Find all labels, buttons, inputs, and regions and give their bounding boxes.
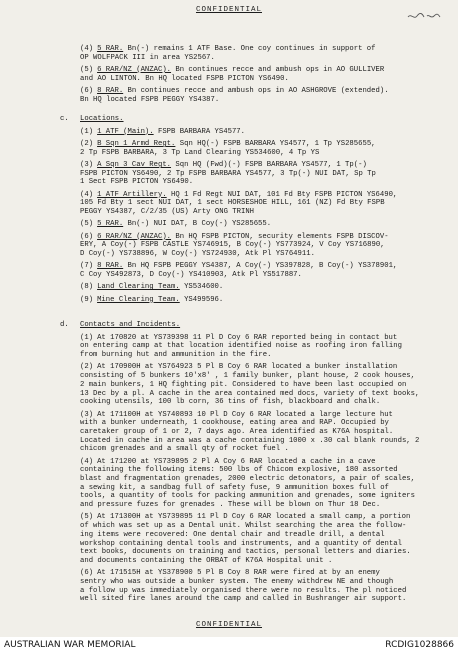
top-paragraphs bbox=[0, 45, 458, 108]
location-item: (7) 8 RAR. Bn HQ FSPB PEGGY YS4387, A Coy(-) YS397828, B Coy(-) YS378901, C Coy YS492873, D Coy(-) YS410903, Atk Pl YS517887. bbox=[80, 262, 398, 280]
contact-item: (1) At 170820 at YS739398 11 Pl D Coy 6 RAR reported being in contact but on entering camp at that location identified noise as roofing iron falling from burning hut and ammunition in the fire. bbox=[80, 333, 402, 360]
location-item: (6) 6 RAR/NZ (ANZAC). Bn HQ FSPB PICTON, security elements FSPB DISCOV- ERY, A Coy(-) FSPB CASTLE YS746915, B Coy(-) YS773924, V Coy YS716890, D Coy(-) YS738896, W Coy(-) YS724930, Atk Pl YS764911. bbox=[80, 232, 389, 259]
classification-header: CONFIDENTIAL bbox=[195, 6, 262, 14]
contact-item: (2) At 170900H at YS764923 5 Pl B Coy 6 RAR located a bunker installation consisting of 5 bunkers 10'x8' , 1 family bunker, plant house, 2 cook houses, 2 main bunkers, 1 HQ fighting pit. Considered to have been last occupied on 13 Dec by a pl. A cache in the area contained med docs, variety of text books, cooking utensils, 100 lb corn, 36 tins of fish, blackboard and chalk. bbox=[80, 363, 420, 407]
location-item: (2) B Sqn 1 Armd Regt. Sqn HQ(-) FSPB BARBARA YS4577, 1 Tp YS285655, 2 Tp FSPB BARBARA, 3 Tp Land Clearing YS534600, 4 Tp YS bbox=[80, 140, 376, 157]
archive-reference: RCDIG1028866 bbox=[385, 640, 454, 650]
location-item: (8) Land Clearing Team. YS534600. bbox=[80, 283, 224, 292]
archive-name: AUSTRALIAN WAR MEMORIAL bbox=[4, 640, 136, 650]
contact-item: (6) At 171515H at YS378900 5 Pl B Coy 8 RAR were fired at by an enemy sentry who was outside a bunker system. The enemy withdrew NE and though a follow up was immediately organised there were no results. The pl noticed well sited fire lanes around the camp and called in Bushranger air support. bbox=[80, 569, 407, 604]
classification-footer: CONFIDENTIAL bbox=[195, 621, 262, 629]
location-item: (1) 1 ATF (Main). FSPB BARBARA YS4577. bbox=[80, 127, 245, 136]
para-top-6: (6) 8 RAR. Bn continues recce and ambush ops in AO ASHGROVE (extended). Bn HQ located FSPB PEGGY YS4387. bbox=[80, 87, 389, 104]
section-contacts bbox=[0, 318, 458, 608]
archive-bar bbox=[0, 637, 458, 654]
para-top-5: (5) 6 RAR/NZ (ANZAC). Bn continues recce and ambush ops in AO GULLIVER and AO LINTON. Bn HQ located FSPB PICTON YS6490. bbox=[80, 66, 385, 83]
section-heading: c. Locations. bbox=[60, 115, 124, 123]
handwritten-mark bbox=[407, 11, 441, 21]
location-item: (3) A Sqn 3 Cav Regt. Sqn HQ (Fwd)(-) FSPB BARBARA YS4577, 1 Tp(-) FSPB PICTON YS6490, 2 Tp FSPB BARBARA YS4577, 3 Tp(-) NUI DAT, Sp Tp 1 Sect FSPB PICTON YS6490. bbox=[80, 161, 376, 187]
section-locations bbox=[0, 112, 458, 308]
location-item: (9) Mine Clearing Team. YS499596. bbox=[80, 295, 224, 304]
contact-item: (3) At 171100H at YS740893 10 Pl D Coy 6 RAR located a large lecture hut with a bunker underneath, 1 cookhouse, eating area and RAP. Occupied by caretaker group of 1 or 2, 7 days ago. Area identified as K76A hospital. Located in cache in area was a cache containing 1000 x .30 cal blank rounds, 2 chicom grenades and a small qty of rocket fuel . bbox=[80, 410, 420, 454]
location-item: (5) 5 RAR. Bn(-) NUI DAT, B Coy(-) YS285655. bbox=[80, 220, 272, 229]
section-heading: d. Contacts and Incidents. bbox=[60, 321, 181, 329]
para-top-4: (4) 5 RAR. Bn(-) remains 1 ATF Base. One coy continues in support of OP WOLFPACK III in area YS2567. bbox=[80, 45, 376, 62]
contact-item: (5) At 171300H at YS739895 11 Pl D Coy 6 RAR located a small camp, a portion of which was set up as a Dental unit. Whilst searching the area the follow- ing items were recovered: One dental chair and treadle drill, a dental workshop containing dental tools and instruments, and a quantity of dental text books, documents on training and tactics, personal letters and diaries. and documents containing the ORBAT of K76A Hospital unit . bbox=[80, 513, 411, 565]
contact-item: (4) At 171200 at YS739895 2 Pl A Coy 6 RAR located a cache in a cave containing the following items: 500 lbs of Chicom explosive, 180 assorted blast and fragmentation grenades, 2000 electric detonators, a pair of scales, a sewing kit, a sandbag full of safety fuse, 9 ammunition boxes full of tools, a quantity of tools for packing ammunition and grenades, some igniters and pressure fuzes for grenades . These will be blown on Thur 18 Dec. bbox=[80, 457, 416, 510]
location-item: (4) 1 ATF Artillery. HQ 1 Fd Regt NUI DAT, 101 Fd Bty FSPB PICTON YS6490, 105 Fd Bty 1 sect NUI DAT, 1 sect HORSESHOE HILL, 161 (NZ) Fd Bty FSPB PEGGY YS4387, C/2/35 (US) Arty ONG TRINH bbox=[80, 190, 398, 217]
